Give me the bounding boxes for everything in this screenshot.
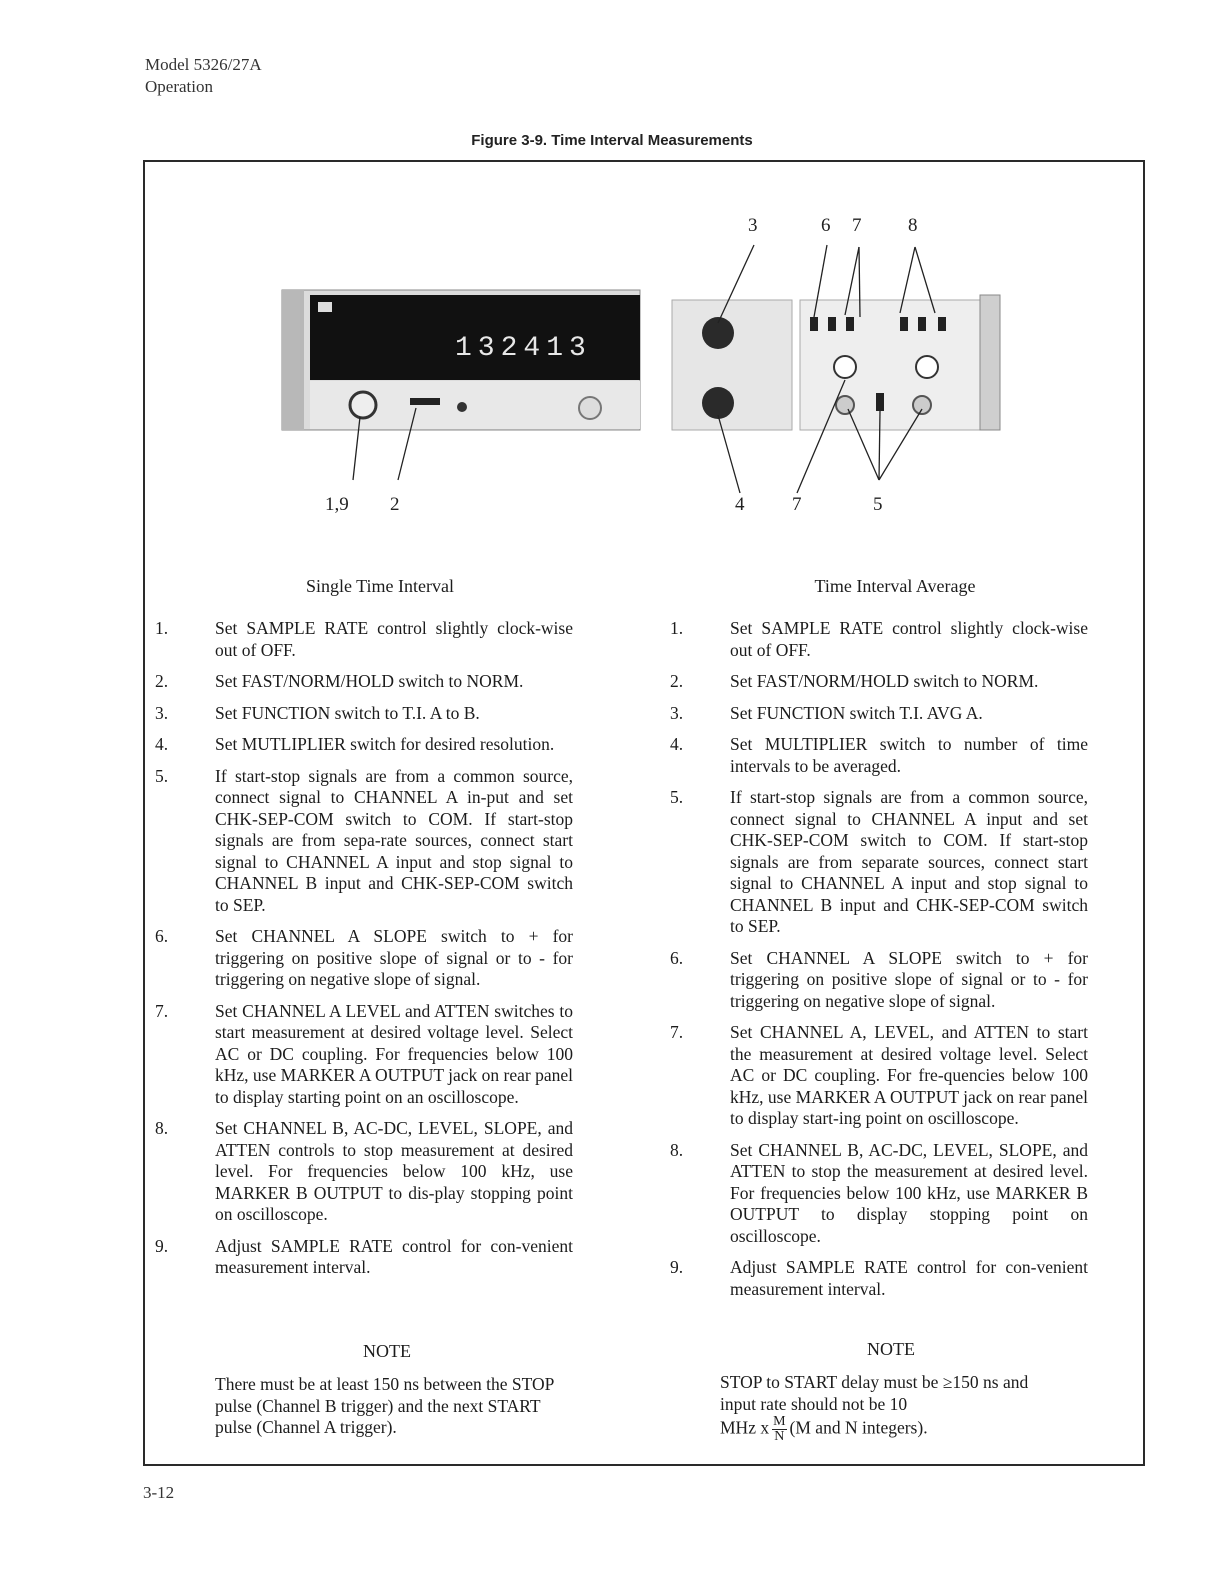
section-label: Operation xyxy=(145,77,213,96)
page-number: 3-12 xyxy=(143,1483,175,1502)
left-note-text: There must be at least 150 ns between the STOP pulse (Channel B trigger) and the next START pulse (Channel A trigger). xyxy=(215,1374,554,1437)
list-item: 4. Set MUTLIPLIER switch for desired resolution. xyxy=(155,734,555,754)
panel-right-bracket xyxy=(980,295,1000,430)
list-item: 7. Set CHANNEL A LEVEL and ATTEN switches to start measurement at desired voltage level. Select AC or DC coupling. For frequencies below 100 kHz, use MARKER A OUTPUT jack on rear panel to display starting point on an oscilloscope. xyxy=(155,1000,573,1107)
right-column-title: Time Interval Average xyxy=(814,576,976,596)
channel-b-level-knob xyxy=(916,356,938,378)
panel-side-bracket xyxy=(282,290,304,430)
right-note-text xyxy=(720,1372,1065,1444)
list-item: 2. Set FAST/NORM/HOLD switch to NORM. xyxy=(155,671,524,691)
list-item: 1. Set SAMPLE RATE control slightly clock-wise out of OFF. xyxy=(155,618,573,660)
list-item: 9. Adjust SAMPLE RATE control for con-venient measurement interval. xyxy=(155,1235,573,1277)
callout-2: 2 xyxy=(390,494,400,515)
list-item: 5. If start-stop signals are from a common source, connect signal to CHANNEL A in-put and set CHK-SEP-COM switch to COM. If start-stop signals are from sepa-rate sources, connect start signal to CHANNEL A input and stop signal to CHANNEL B input and CHK-SEP-COM switch to SEP. xyxy=(155,765,573,915)
list-item: 3. Set FUNCTION switch to T.I. A to B. xyxy=(155,702,480,723)
right-note-line-1: STOP to START delay must be ≥150 ns and input rate should not be 10 xyxy=(720,1372,1029,1414)
callout-7-bottom: 7 xyxy=(792,494,802,515)
list-item: 4. Set MULTIPLIER switch to number of time intervals to be averaged. xyxy=(670,734,1088,776)
page-header xyxy=(145,54,262,98)
list-item: 2. Set FAST/NORM/HOLD switch to NORM. xyxy=(670,671,1039,691)
list-item: 6. Set CHANNEL A SLOPE switch to + for triggering on positive slope of signal or to - for triggering on negative slope of signal. xyxy=(670,947,1088,1011)
input-connector xyxy=(579,397,601,419)
list-item: 7. Set CHANNEL A, LEVEL, and ATTEN to start the measurement at desired voltage level. Select AC or DC coupling. For fre-quencies below 100 kHz, use MARKER A OUTPUT jack on rear panel to display start-ing point on oscilloscope. xyxy=(670,1022,1088,1128)
list-item: 1. Set SAMPLE RATE control slightly clock-wise out of OFF. xyxy=(670,618,1088,660)
hp-logo xyxy=(318,302,332,312)
callout-4: 4 xyxy=(735,494,745,515)
callout-7-top: 7 xyxy=(852,215,862,236)
list-item: 8. Set CHANNEL B, AC-DC, LEVEL, SLOPE, and ATTEN to stop the measurement at desired level. For frequencies below 100 kHz, use MARKER B OUTPUT to display stopping point on oscilloscope. xyxy=(670,1139,1088,1246)
channel-b-input xyxy=(913,396,931,414)
fraction-m-over-n: $\frac{M}{N}$ xyxy=(773,1414,786,1444)
channel-panel xyxy=(800,300,980,430)
list-item: 3. Set FUNCTION switch T.I. AVG A. xyxy=(670,702,983,723)
left-steps-list xyxy=(155,618,573,1289)
callout-6: 6 xyxy=(821,215,831,236)
right-note-line-2: MHz x $\frac{M}{N}$ (M and N integers). xyxy=(720,1414,928,1444)
list-item: 5. If start-stop signals are from a common source, connect signal to CHANNEL A input and set CHK-SEP-COM switch to COM. If start-stop signals are from separate sources, connect start signal to CHANNEL A input and stop signal to CHANNEL B input and CHK-SEP-COM switch to SEP. xyxy=(670,787,1088,936)
callout-5: 5 xyxy=(873,494,883,515)
right-note-title: NOTE xyxy=(867,1339,915,1359)
left-note-title: NOTE xyxy=(363,1341,411,1361)
model-label: Model 5326/27A xyxy=(145,55,262,74)
callout-1-9: 1,9 xyxy=(325,494,349,515)
multiplier-knob xyxy=(702,387,734,419)
figure-caption: Figure 3-9. Time Interval Measurements xyxy=(471,132,753,149)
channel-a-level-knob xyxy=(834,356,856,378)
callout-3: 3 xyxy=(748,215,758,236)
sample-rate-knob xyxy=(350,392,376,418)
instrument-photo xyxy=(270,205,1030,530)
list-item: 6. Set CHANNEL A SLOPE switch to + for triggering on positive slope of signal or to - for triggering on negative slope of signal. xyxy=(155,926,573,989)
left-column-title: Single Time Interval xyxy=(306,576,454,596)
display-reading: 132413 xyxy=(455,333,592,364)
channel-a-input xyxy=(836,396,854,414)
callout-8: 8 xyxy=(908,215,918,236)
list-item: 9. Adjust SAMPLE RATE control for con-venient measurement interval. xyxy=(670,1257,1088,1299)
fast-norm-hold-switch xyxy=(410,398,440,405)
list-item: 8. Set CHANNEL B, AC-DC, LEVEL, SLOPE, and ATTEN controls to stop measurement at desired level. For frequencies below 100 kHz, use MARKER B OUTPUT to dis-play stopping point on oscilloscope. xyxy=(155,1118,573,1224)
chk-sep-com-switch xyxy=(876,393,884,411)
right-steps-list xyxy=(670,618,1088,1310)
reset-button xyxy=(457,402,467,412)
